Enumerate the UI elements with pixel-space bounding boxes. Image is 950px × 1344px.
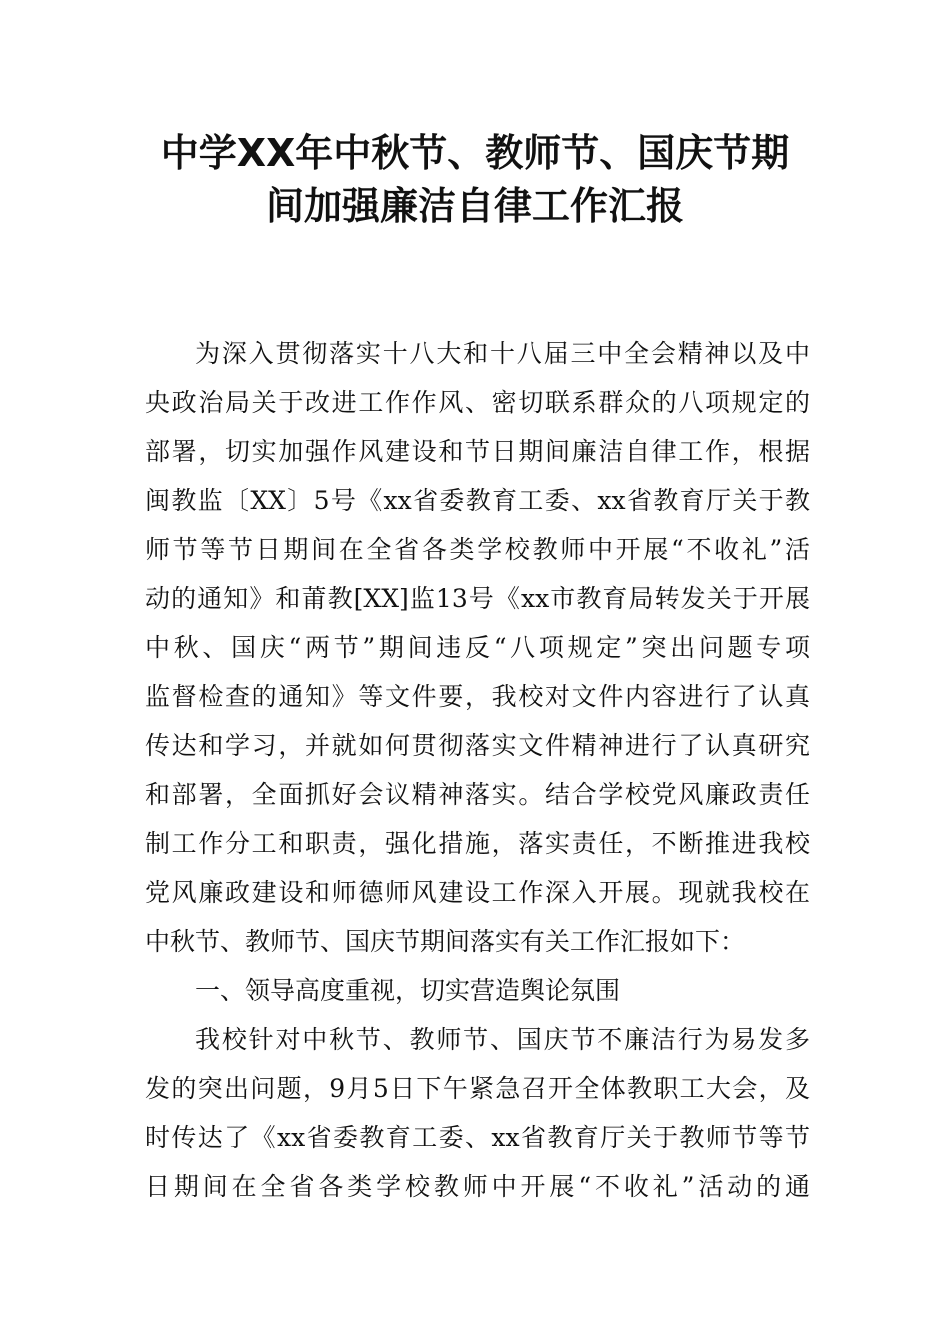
- paragraph-1-line: 中秋节、教师节、国庆节期间落实有关工作汇报如下：: [145, 927, 746, 956]
- paragraph-2-line: 日期间在全省各类学校教师中开展“不收礼”活动的通: [145, 1172, 810, 1201]
- section-heading: 一、领导高度重视，切实营造舆论氛围: [195, 976, 621, 1005]
- paragraph-2-line: 时传达了《xx省委教育工委、xx省教育厅关于教师节等节: [145, 1123, 810, 1152]
- paragraph-1-line: 师节等节日期间在全省各类学校教师中开展“不收礼”活: [145, 535, 810, 564]
- paragraph-1-line: 制工作分工和职责，强化措施，落实责任，不断推进我校: [145, 829, 810, 858]
- paragraph-1-line: 为深入贯彻落实十八大和十八届三中全会精神以及中: [195, 339, 810, 368]
- paragraph-1-line: 传达和学习，并就如何贯彻落实文件精神进行了认真研究: [145, 731, 810, 760]
- paragraph-2-line: 我校针对中秋节、教师节、国庆节不廉洁行为易发多: [195, 1025, 810, 1054]
- paragraph-1-line: 央政治局关于改进工作作风、密切联系群众的八项规定的: [145, 388, 810, 417]
- paragraph-1-line: 动的通知》和莆教[XX]监13号《xx市教育局转发关于开展: [145, 584, 810, 613]
- document-title-line-1: 中学XX年中秋节、教师节、国庆节期: [160, 131, 790, 175]
- paragraph-1-line: 中秋、国庆“两节”期间违反“八项规定”突出问题专项: [145, 633, 810, 662]
- paragraph-1-line: 闽教监〔XX〕5号《xx省委教育工委、xx省教育厅关于教: [145, 486, 810, 515]
- paragraph-1-line: 部署，切实加强作风建设和节日期间廉洁自律工作，根据: [145, 437, 810, 466]
- paragraph-1-line: 和部署，全面抓好会议精神落实。结合学校党风廉政责任: [145, 780, 810, 809]
- paragraph-1-line: 监督检查的通知》等文件要，我校对文件内容进行了认真: [145, 682, 810, 711]
- paragraph-1-line: 党风廉政建设和师德师风建设工作深入开展。现就我校在: [145, 878, 810, 907]
- paragraph-2-line: 发的突出问题，9月5日下午紧急召开全体教职工大会，及: [145, 1074, 810, 1103]
- document-title-line-2: 间加强廉洁自律工作汇报: [265, 184, 684, 228]
